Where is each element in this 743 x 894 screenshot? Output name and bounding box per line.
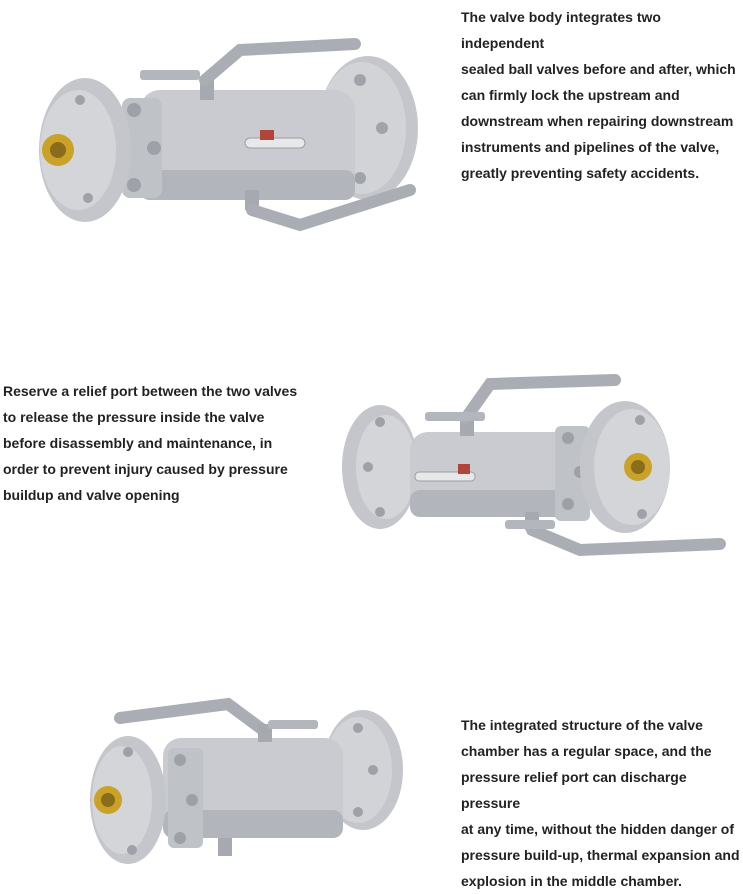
text-line: pressure relief port can discharge pressure <box>461 769 687 811</box>
text-line: chamber has a regular space, and the <box>461 743 712 759</box>
text-line: sealed ball valves before and after, which <box>461 61 736 77</box>
text-line: Reserve a relief port between the two valves <box>3 383 298 399</box>
section-2-text <box>3 378 303 508</box>
valve-image-1 <box>30 20 430 235</box>
text-line: buildup and valve opening <box>3 487 180 503</box>
text-line: can firmly lock the upstream and <box>461 87 680 103</box>
text-line: greatly preventing safety accidents. <box>461 165 700 181</box>
text-line: at any time, without the hidden danger of <box>461 821 735 837</box>
section-3-text <box>461 712 741 894</box>
text-line: instruments and pipelines of the valve, <box>461 139 720 155</box>
text-line: pressure build-up, thermal expansion and <box>461 847 740 863</box>
valve-image-2 <box>340 372 735 562</box>
text-line: downstream when repairing downstream <box>461 113 734 129</box>
text-line: The valve body integrates two independent <box>461 9 661 51</box>
valve-image-3 <box>88 690 408 868</box>
text-line: order to prevent injury caused by pressure <box>3 461 288 477</box>
section-1-text <box>461 4 741 186</box>
text-line: explosion in the middle chamber. <box>461 873 682 889</box>
text-line: The integrated structure of the valve <box>461 717 703 733</box>
text-line: before disassembly and maintenance, in <box>3 435 273 451</box>
text-line: to release the pressure inside the valve <box>3 409 265 425</box>
